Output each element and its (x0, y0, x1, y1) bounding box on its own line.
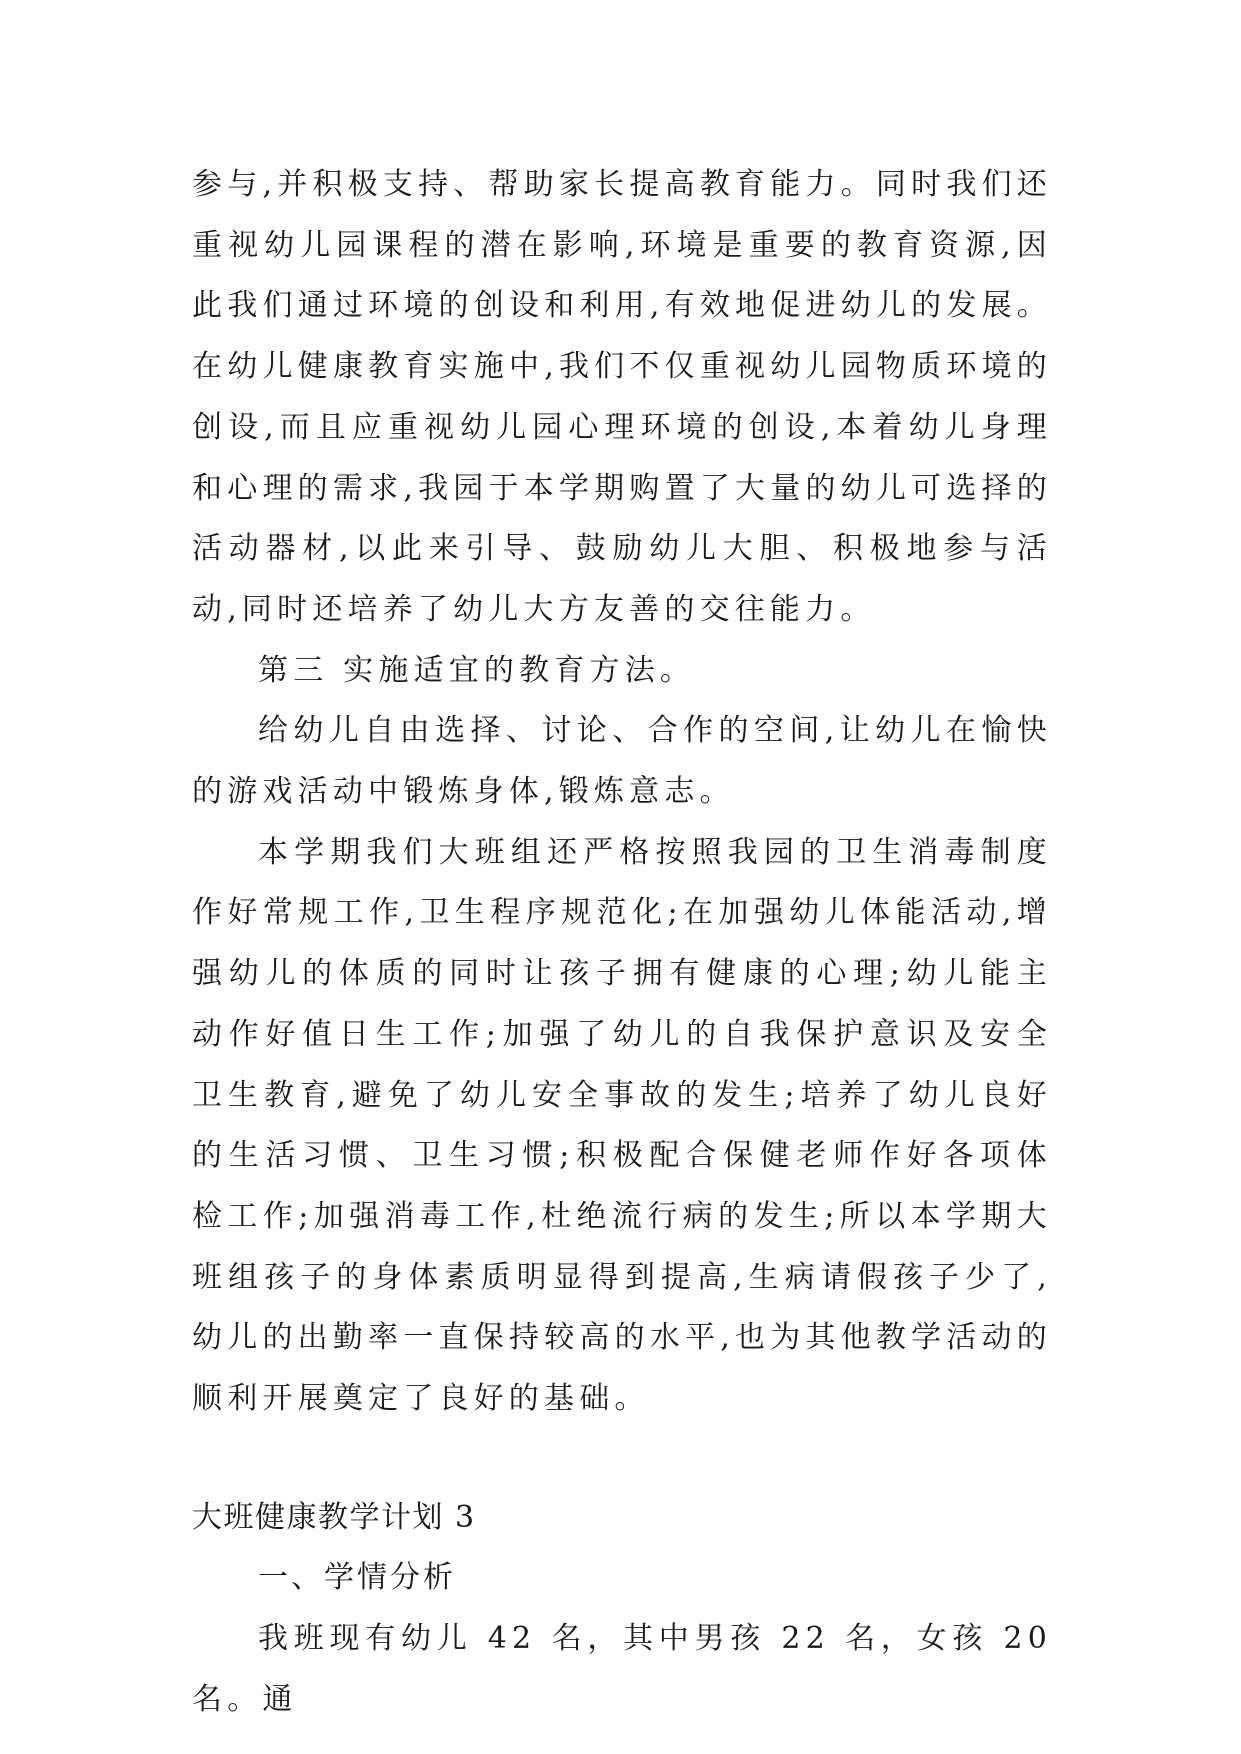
document-page (192, 155, 1052, 1731)
paragraph-method-heading: 第三 实施适宜的教育方法。 (258, 652, 696, 688)
section-title: 大班健康教学计划 3 (192, 1499, 476, 1535)
section-intro: 我班现有幼儿 42 名，其中男孩 22 名，女孩 20 名。通 (192, 1621, 1052, 1717)
paragraph-parent-participation: 参与,并积极支持、帮助家长提高教育能力。同时我们还重视幼儿园课程的潜在影响,环境是重要的教育资源,因此我们通过环境的创设和利用,有效地促进幼儿的发展。在幼儿健康教育实施中,我们不仅重视幼儿园物质环境的创设,而且应重视幼儿园心理环境的创设,本着幼儿身理和心理的需求,我园于本学期购置了大量的幼儿可选择的活动器材,以此来引导、鼓励幼儿大胆、积极地参与活动,同时还培养了幼儿大方友善的交往能力。 (192, 167, 1052, 627)
paragraph-hygiene-work: 本学期我们大班组还严格按照我园的卫生消毒制度作好常规工作,卫生程序规范化;在加强幼儿体能活动,增强幼儿的体质的同时让孩子拥有健康的心理;幼儿能主动作好值日生工作;加强了幼儿的自我保护意识及安全卫生教育,避免了幼儿安全事故的发生;培养了幼儿良好的生活习惯、卫生习惯;积极配合保健老师作好各项体检工作;加强消毒工作,杜绝流行病的发生;所以本学期大班组孩子的身体素质明显得到提高,生病请假孩子少了,幼儿的出勤率一直保持较高的水平,也为其他教学活动的顺利开展奠定了良好的基础。 (192, 834, 1052, 1417)
section-subheading: 一、学情分析 (258, 1560, 456, 1596)
paragraph-free-choice: 给幼儿自由选择、讨论、合作的空间,让幼儿在愉快的游戏活动中锻炼身体,锻炼意志。 (192, 713, 1052, 810)
